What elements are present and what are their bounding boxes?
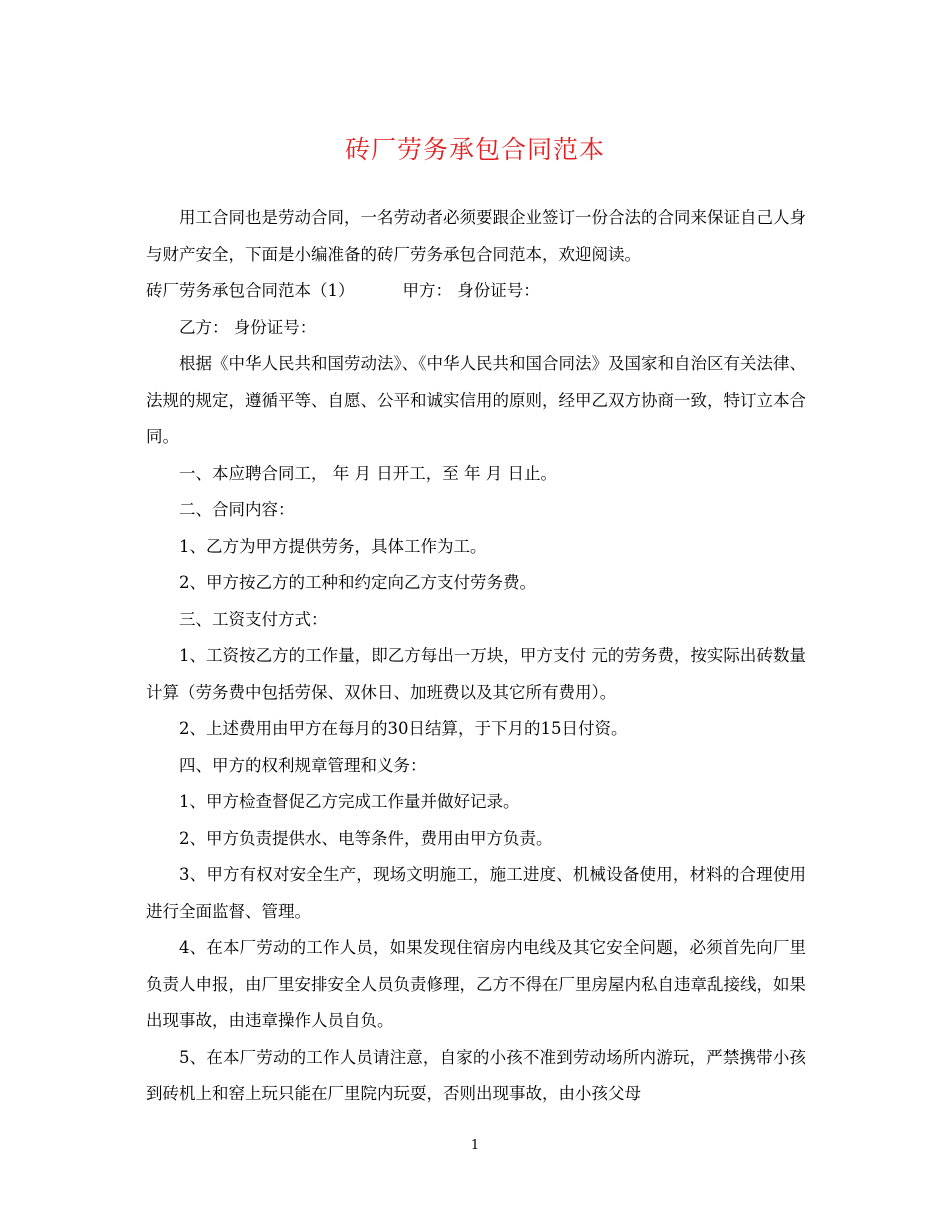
section-heading: 三、工资支付方式： (179, 609, 328, 629)
contract-version-label: 砖厂劳务承包合同范本（1） (146, 281, 355, 300)
clause-paragraph: 一、本应聘合同工， 年 月 日开工，至 年 月 日止。 (179, 463, 557, 483)
section-heading: 四、甲方的权利规章管理和义务： (179, 755, 427, 775)
clause-paragraph: 4、在本厂劳动的工作人员，如果发现住宿房内电线及其它安全问题，必须首先向厂里负责人申报，由厂里安排安全人员负责修理，乙方不得在厂里房屋内私自违章乱接线，如果出现事故，由违章操作人员自负。 (146, 938, 806, 1030)
clause-paragraph: 5、在本厂劳动的工作人员请注意，自家的小孩不准到劳动场所内游玩，严禁携带小孩到砖机上和窑上玩只能在厂里院内玩耍，否则出现事故，由小孩父母 (146, 1047, 806, 1103)
contract-heading-line (146, 273, 806, 310)
clause-paragraph: 2、甲方按乙方的工种和约定向乙方支付劳务费。 (179, 573, 536, 592)
clause-paragraph: 3、甲方有权对安全生产，现场文明施工，施工进度、机械设备使用，材料的合理使用进行全面监督、管理。 (146, 865, 806, 921)
clause-paragraph: 2、甲方负责提供水、电等条件，费用由甲方负责。 (179, 828, 553, 848)
section-heading: 二、合同内容： (179, 500, 295, 519)
intro-paragraph: 用工合同也是劳动合同，一名劳动者必须要跟企业签订一份合法的合同来保证自己人身与财产安全，下面是小编准备的砖厂劳务承包合同范本，欢迎阅读。 (146, 208, 806, 264)
clause-paragraph: 1、工资按乙方的工作量，即乙方每出一万块，甲方支付 元的劳务费，按实际出砖数量计算（劳务费中包括劳保、双休日、加班费以及其它所有费用）。 (146, 646, 806, 702)
document-body (146, 200, 806, 1113)
document-title: 砖厂劳务承包合同范本 (344, 135, 605, 164)
clause-paragraph: 1、甲方检查督促乙方完成工作量并做好记录。 (179, 792, 520, 811)
clause-paragraph: 根据《中华人民共和国劳动法》、《中华人民共和国合同法》及国家和自治区有关法律、法规的规定，遵循平等、自愿、公平和诚实信用的原则，经甲乙双方协商一致，特订立本合同。 (146, 354, 806, 446)
page-number: 1 (470, 1138, 480, 1153)
party-b-line: 乙方： 身份证号： (179, 317, 317, 337)
party-a-line: 甲方： 身份证号： (402, 281, 540, 300)
clause-paragraph: 2、上述费用由甲方在每月的30日结算，于下月的15日付资。 (179, 719, 628, 738)
clause-paragraph: 1、乙方为甲方提供劳务，具体工作为工。 (179, 536, 487, 556)
